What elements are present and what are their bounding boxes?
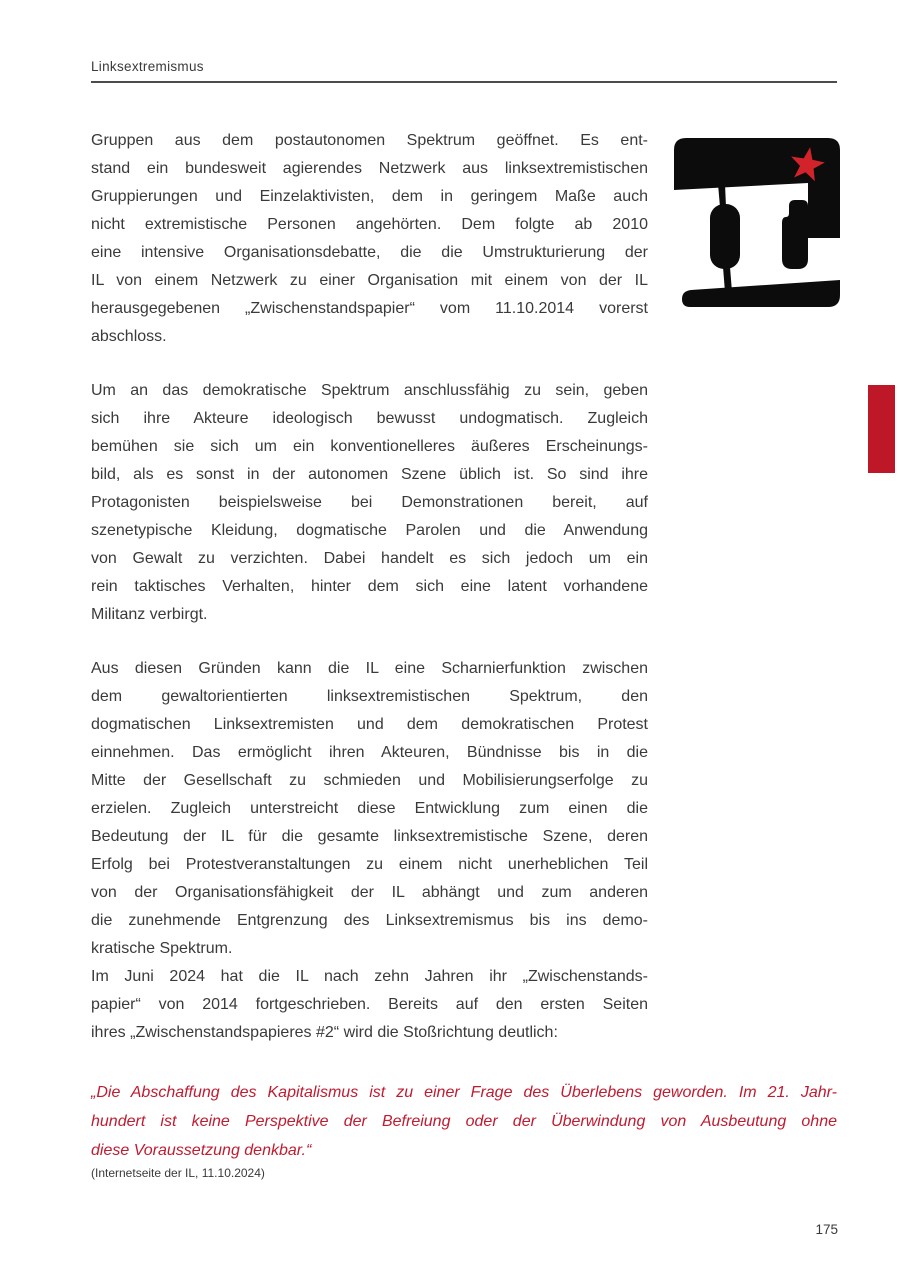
paragraph-4 — [91, 963, 648, 1047]
text-line: abschloss. — [91, 328, 167, 345]
text-line: stand ein bundesweit agierendes Netzwerk aus linksextremistischen — [91, 160, 648, 177]
logo-bottom-band — [682, 280, 840, 307]
text-line: herausgegebenen „Zwischenstandspapier“ vom 11.10.2014 vorerst — [91, 300, 648, 317]
text-line: Mitte der Gesellschaft zu schmieden und Mobilisierungserfolge zu — [91, 772, 648, 789]
text-line: einnehmen. Das ermöglicht ihren Akteuren, Bündnisse bis in die — [91, 744, 648, 761]
text-line: bemühen sie sich um ein konventionelleres äußeres Erscheinungs- — [91, 438, 648, 455]
text-line: sich ihre Akteure ideologisch bewusst undogmatisch. Zugleich — [91, 410, 648, 427]
text-line: bild, als es sonst in der autonomen Szene üblich ist. So sind ihre — [91, 466, 648, 483]
page-number: 175 — [815, 1222, 838, 1237]
text-line: Militanz verbirgt. — [91, 606, 208, 623]
text-line: Protagonisten beispielsweise bei Demonstrationen bereit, auf — [91, 494, 648, 511]
paragraph-1 — [91, 127, 648, 351]
text-line: ihres „Zwischenstandspapieres #2“ wird die Stoßrichtung deutlich: — [91, 1024, 558, 1041]
running-header: Linksextremismus — [91, 59, 204, 74]
text-line: szenetypische Kleidung, dogmatische Parolen und die Anwendung — [91, 522, 648, 539]
header-rule — [91, 81, 837, 83]
text-line: erzielen. Zugleich unterstreicht diese Entwicklung zum einen die — [91, 800, 648, 817]
text-line: dem gewaltorientierten linksextremistischen Spektrum, den — [91, 688, 648, 705]
text-line: die zunehmende Entgrenzung des Linksextremismus bis ins demo- — [91, 912, 648, 929]
quote-source: (Internetseite der IL, 11.10.2024) — [91, 1166, 265, 1180]
text-line: Gruppen aus dem postautonomen Spektrum geöffnet. Es ent- — [91, 132, 648, 149]
text-line: „Die Abschaffung des Kapitalismus ist zu einer Frage des Überlebens geworden. Im 21. Jahr- — [91, 1084, 837, 1101]
text-line: Um an das demokratische Spektrum anschlussfähig zu sein, geben — [91, 382, 648, 399]
text-line: kratische Spektrum. — [91, 940, 233, 957]
quote-block — [91, 1078, 837, 1165]
text-line: Aus diesen Gründen kann die IL eine Scharnierfunktion zwischen — [91, 660, 648, 677]
text-line: diese Voraussetzung denkbar.“ — [91, 1142, 312, 1159]
text-line: Im Juni 2024 hat die IL nach zehn Jahren ihr „Zwischenstands- — [91, 968, 648, 985]
il-logo — [674, 138, 840, 307]
body-text — [91, 127, 648, 1047]
text-line: von der Organisationsfähigkeit der IL abhängt und zum anderen — [91, 884, 648, 901]
text-line: Gruppierungen und Einzelaktivisten, dem in geringem Maße auch — [91, 188, 648, 205]
logo-needle-stem-top — [718, 184, 726, 207]
text-line: papier“ von 2014 fortgeschrieben. Bereits auf den ersten Seiten — [91, 996, 648, 1013]
text-line: eine intensive Organisationsdebatte, die die Umstrukturierung der — [91, 244, 648, 261]
text-line: IL von einem Netzwerk zu einer Organisation mit einem von der IL — [91, 272, 648, 289]
margin-accent-bar — [868, 385, 895, 473]
text-line: von Gewalt zu verzichten. Dabei handelt es sich jedoch um ein — [91, 550, 648, 567]
text-line: dogmatischen Linksextremisten und dem demokratischen Protest — [91, 716, 648, 733]
il-logo-graphic — [674, 138, 840, 307]
logo-right-bar — [782, 200, 808, 269]
logo-needle-capsule — [710, 204, 740, 269]
text-line: Erfolg bei Protestveranstaltungen zu einem nicht unerheblichen Teil — [91, 856, 648, 873]
paragraph-2 — [91, 377, 648, 629]
text-line: hundert ist keine Perspektive der Befreiung oder der Überwindung von Ausbeutung ohne — [91, 1113, 837, 1130]
text-line: nicht extremistische Personen angehörten. Dem folgte ab 2010 — [91, 216, 648, 233]
text-line: Bedeutung der IL für die gesamte linksextremistische Szene, deren — [91, 828, 648, 845]
logo-top-band — [674, 138, 840, 238]
paragraph-3 — [91, 655, 648, 963]
text-line: rein taktisches Verhalten, hinter dem sich eine latent vorhandene — [91, 578, 648, 595]
